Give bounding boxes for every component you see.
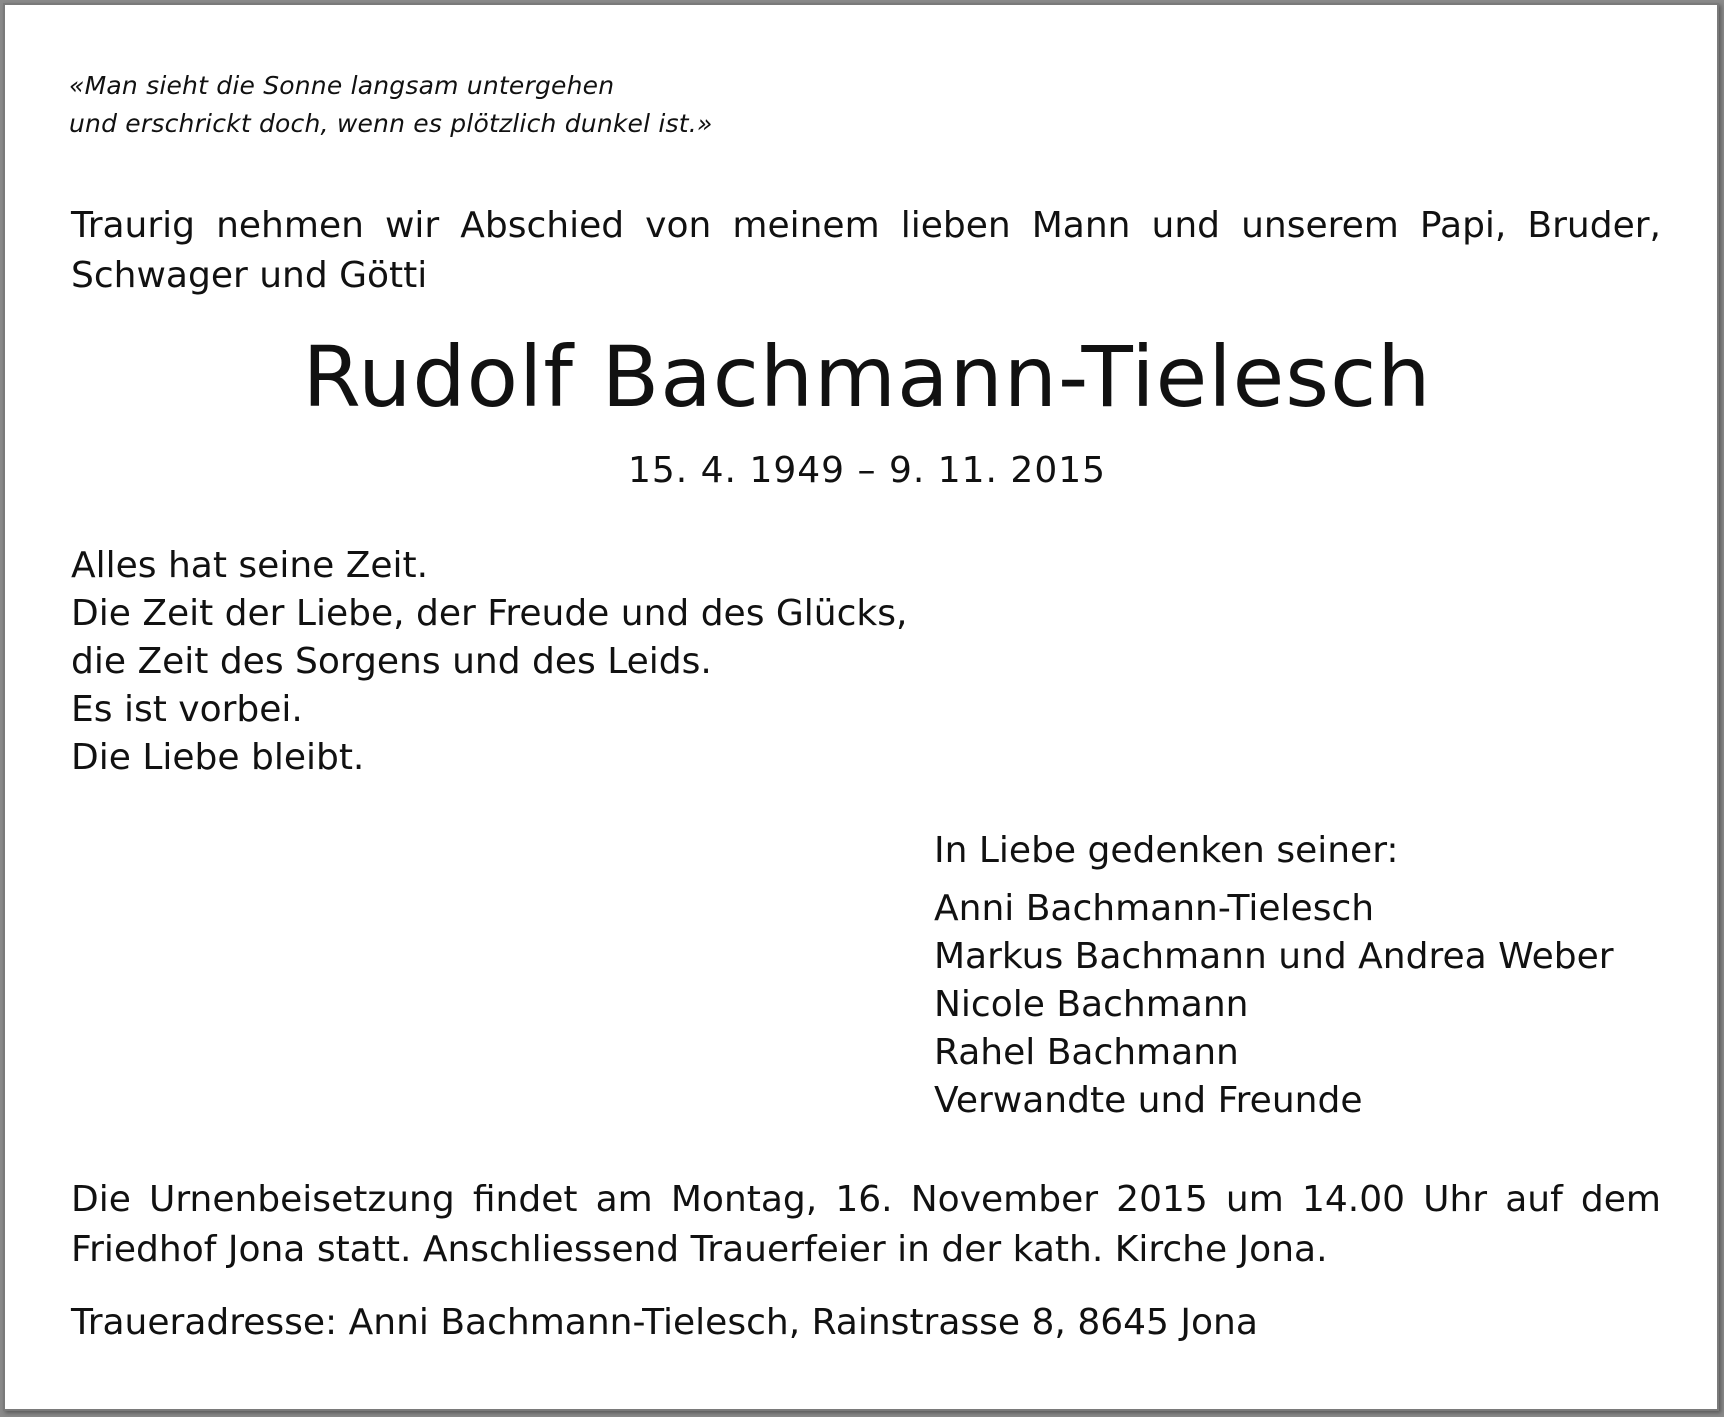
obituary-notice xyxy=(3,3,1719,1411)
intro-text xyxy=(71,201,1661,301)
poem-line: Die Zeit der Liebe, der Freude und des Glücks, xyxy=(71,593,908,634)
mourners-heading: In Liebe gedenken seiner: xyxy=(934,830,1399,871)
ceremony-info xyxy=(71,1175,1661,1275)
motto-line: «Man sieht die Sonne langsam untergehen xyxy=(69,71,615,100)
mourner-name: Nicole Bachmann xyxy=(934,984,1249,1025)
poem-line: Es ist vorbei. xyxy=(71,689,303,730)
poem xyxy=(71,542,907,782)
motto-quote xyxy=(69,67,713,143)
mourner-name: Markus Bachmann und Andrea Weber xyxy=(934,936,1614,977)
motto-line: und erschrickt doch, wenn es plötzlich dunkel ist.» xyxy=(69,109,713,138)
mourning-address: Traueradresse: Anni Bachmann-Tielesch, Rainstrasse 8, 8645 Jona xyxy=(71,1302,1258,1343)
mourner-name: Rahel Bachmann xyxy=(934,1032,1239,1073)
life-dates: 15. 4. 1949 – 9. 11. 2015 xyxy=(627,450,1107,491)
mourner-name: Verwandte und Freunde xyxy=(934,1080,1363,1121)
intro-line: Traurig nehmen wir Abschied von meinem lieben Mann und unserem Papi, Bruder, xyxy=(71,205,1661,246)
intro-line: Schwager und Götti xyxy=(71,255,428,296)
ceremony-line: Die Urnenbeisetzung findet am Montag, 16. November 2015 um 14.00 Uhr auf dem xyxy=(71,1179,1661,1220)
deceased-name: Rudolf Bachmann-Tielesch xyxy=(302,328,1432,426)
poem-line: Alles hat seine Zeit. xyxy=(71,545,429,586)
poem-line: die Zeit des Sorgens und des Leids. xyxy=(71,641,712,682)
mourners-block xyxy=(934,827,1614,1125)
ceremony-line: Friedhof Jona statt. Anschliessend Trauerfeier in der kath. Kirche Jona. xyxy=(71,1229,1328,1270)
poem-line: Die Liebe bleibt. xyxy=(71,737,365,778)
mourner-name: Anni Bachmann-Tielesch xyxy=(934,888,1375,929)
